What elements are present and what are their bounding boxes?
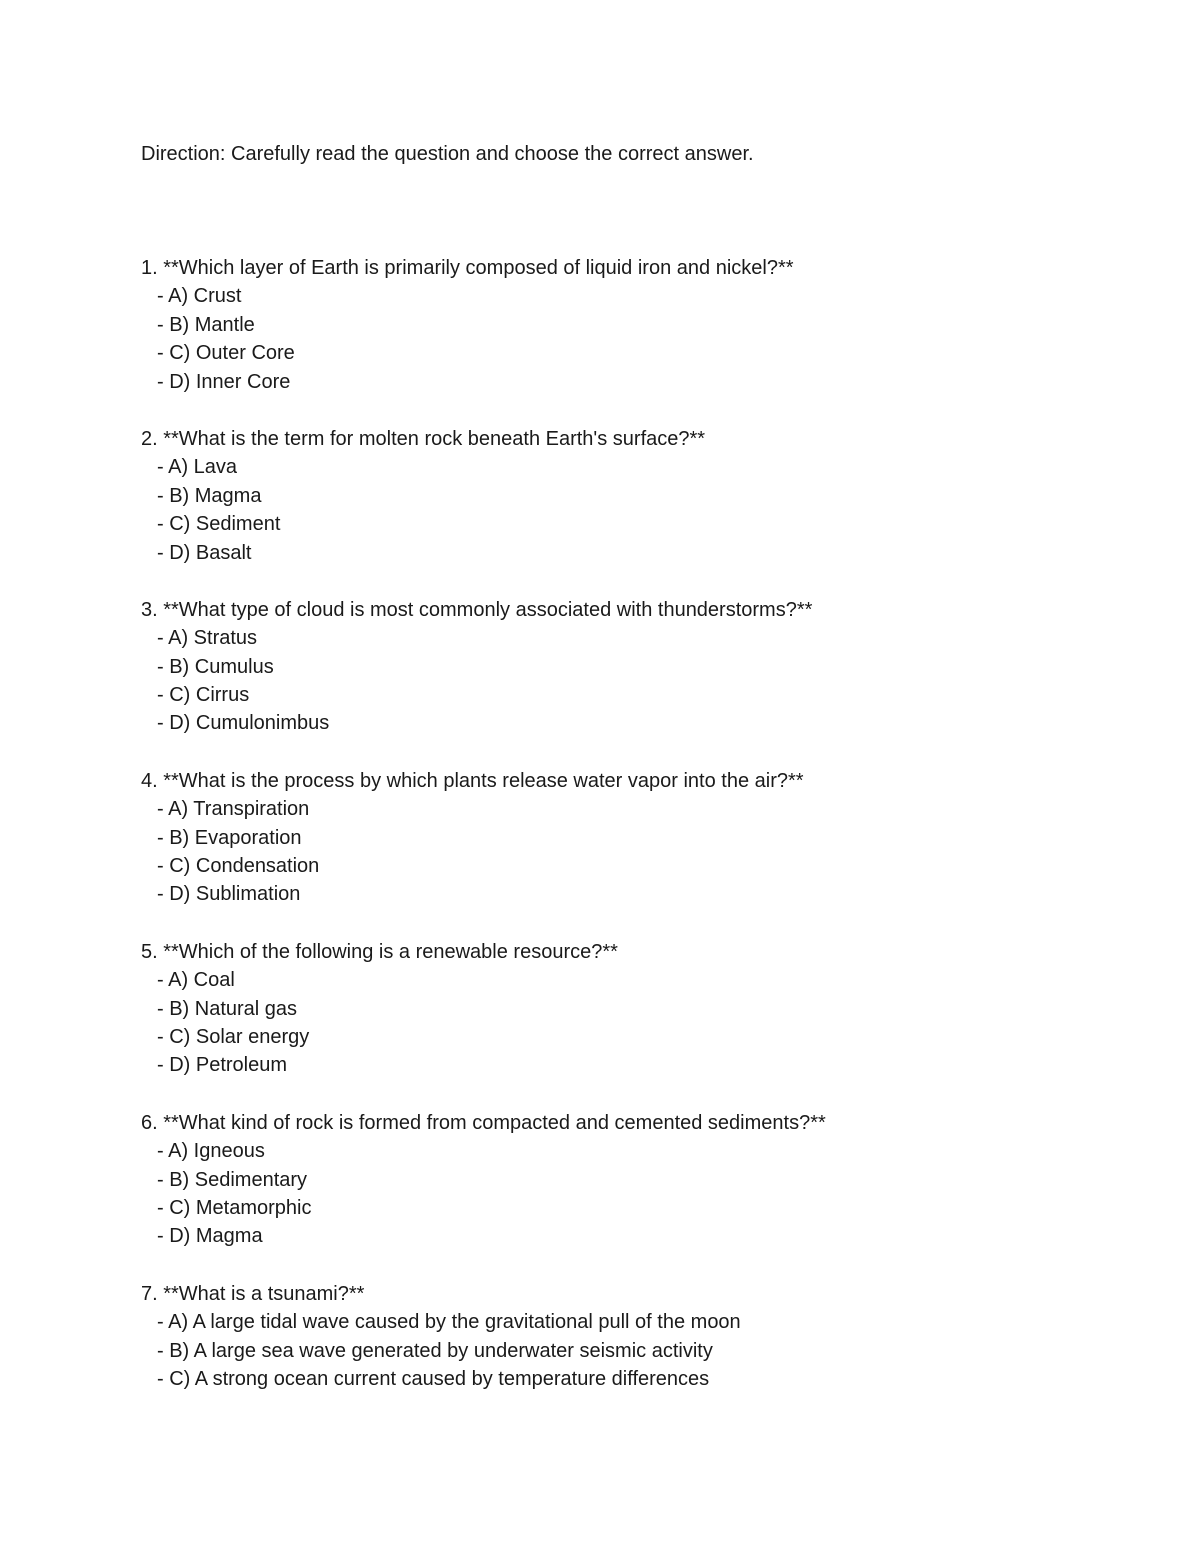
question-6 (141, 1109, 1141, 1251)
answer-option: - B) Magma (157, 484, 262, 507)
answer-option: - B) Mantle (157, 313, 255, 336)
answer-option: - A) Stratus (157, 627, 258, 650)
answer-option: - C) Condensation (157, 855, 320, 878)
question-1 (141, 254, 1141, 396)
question-text: 5. **Which of the following is a renewable resource?** (141, 940, 618, 963)
answer-option: - D) Inner Core (157, 370, 291, 393)
question-2 (141, 425, 1141, 567)
answer-option: - C) Metamorphic (157, 1196, 312, 1219)
answer-option: - C) Cirrus (157, 684, 250, 707)
question-text: 7. **What is a tsunami?** (141, 1282, 365, 1305)
question-text: 6. **What kind of rock is formed from compacted and cemented sediments?** (141, 1111, 826, 1134)
answer-option: - A) Transpiration (157, 798, 310, 821)
answer-option: - B) Evaporation (157, 826, 302, 849)
answer-option: - C) Sediment (157, 513, 281, 536)
question-3 (141, 596, 1141, 738)
answer-option: - A) Lava (157, 456, 238, 479)
answer-option: - B) Sedimentary (157, 1168, 308, 1191)
answer-option: - C) Solar energy (157, 1025, 310, 1048)
answer-option: - D) Sublimation (157, 883, 301, 906)
question-text: 3. **What type of cloud is most commonly associated with thunderstorms?** (141, 598, 813, 621)
answer-option: - D) Cumulonimbus (157, 712, 330, 735)
answer-option: - B) Cumulus (157, 655, 274, 678)
answer-option: - B) Natural gas (157, 997, 298, 1020)
answer-option: - A) Coal (157, 969, 235, 992)
question-text: 4. **What is the process by which plants release water vapor into the air?** (141, 769, 804, 792)
answer-option: - C) Outer Core (157, 342, 295, 365)
answer-option: - D) Basalt (157, 541, 252, 564)
question-4 (141, 767, 1141, 909)
question-7 (141, 1280, 1141, 1394)
answer-option: - C) A strong ocean current caused by temperature differences (157, 1367, 710, 1390)
answer-option: - D) Petroleum (157, 1054, 288, 1077)
question-text: 2. **What is the term for molten rock beneath Earth's surface?** (141, 427, 706, 450)
answer-option: - D) Magma (157, 1225, 263, 1248)
question-text: 1. **Which layer of Earth is primarily composed of liquid iron and nickel?** (141, 257, 794, 279)
answer-option: - A) A large tidal wave caused by the gravitational pull of the moon (157, 1311, 741, 1334)
answer-option: - B) A large sea wave generated by underwater seismic activity (157, 1339, 713, 1362)
answer-option: - A) Igneous (157, 1140, 265, 1163)
question-5 (141, 938, 1141, 1080)
direction-text: Direction: Carefully read the question and choose the correct answer. (141, 143, 754, 165)
question-list (141, 254, 1141, 1422)
answer-option: - A) Crust (157, 285, 242, 308)
